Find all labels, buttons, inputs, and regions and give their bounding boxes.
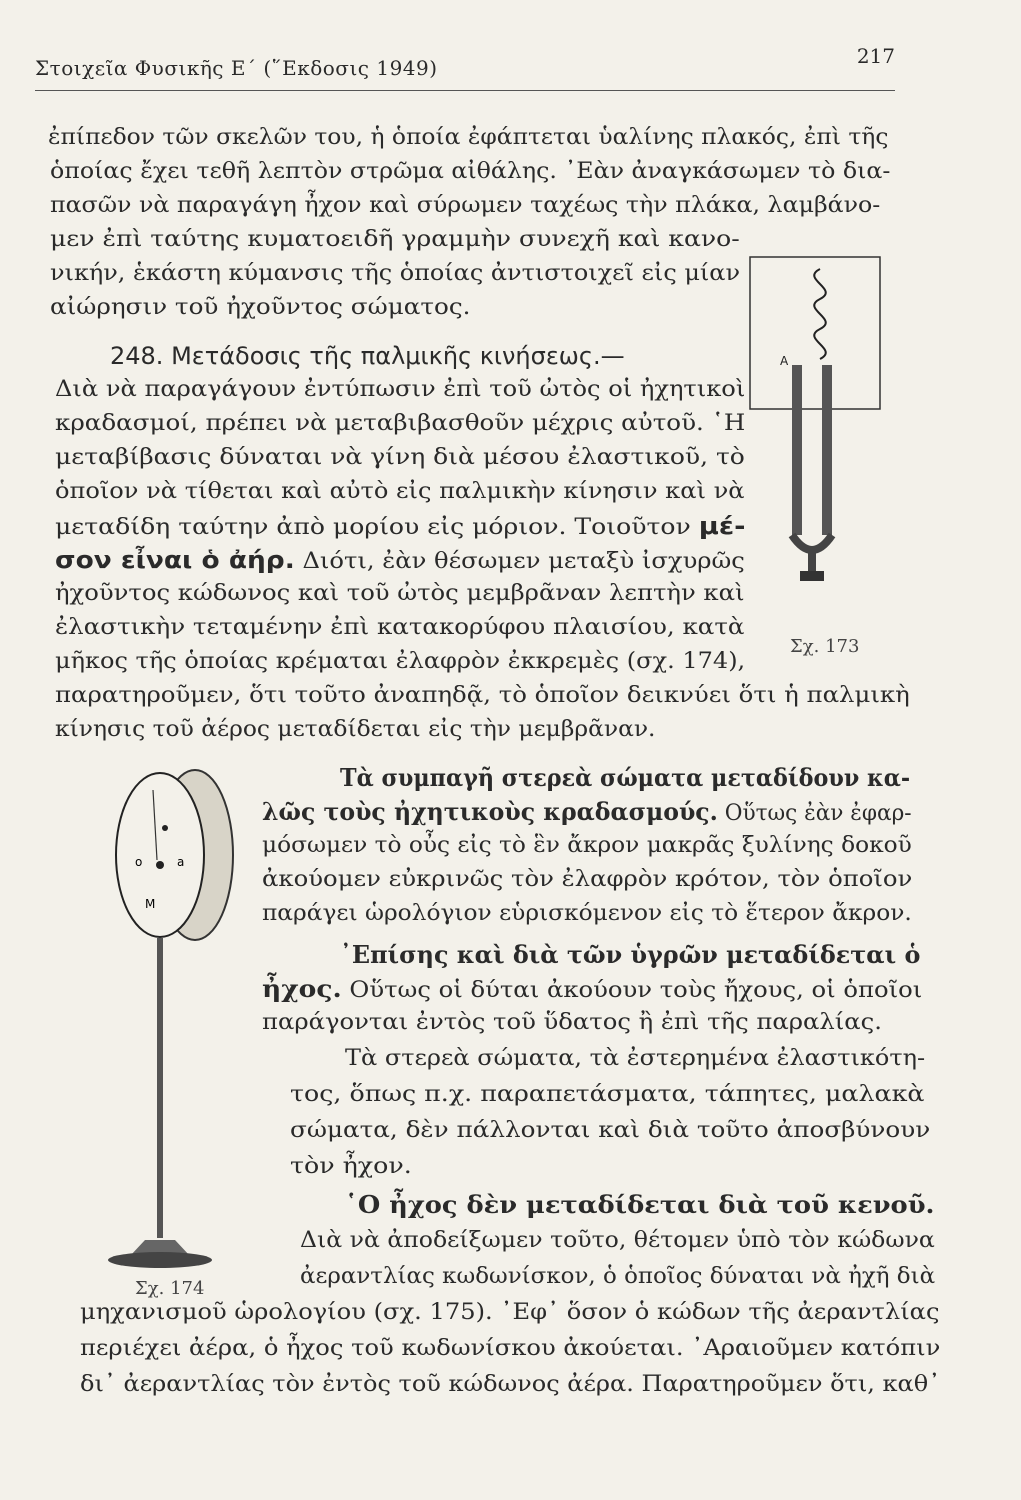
text-line: πασῶν νὰ παραγάγη ἦχον καὶ σύρωμεν ταχέως τὴν πλάκα, λαμβάνο-	[50, 193, 881, 218]
text-line: ὁποῖον νὰ τίθεται καὶ αὐτὸ εἰς παλμικὴν κίνησιν καὶ νὰ	[55, 479, 745, 504]
text-line: μόσωμεν τὸ οὖς εἰς τὸ ἓν ἄκρον μακρᾶς ξυλίνης δοκοῦ	[262, 833, 912, 858]
point-label: A	[780, 354, 789, 368]
text-line: μῆκος τῆς ὁποίας κρέμαται ἐλαφρὸν ἐκκρεμὲς (σχ. 174),	[55, 649, 746, 674]
bold-span: λῶς τοὺς ἠχητικοὺς κραδασμούς.	[262, 797, 718, 826]
bold-heading-line: ᾿Επίσης καὶ διὰ τῶν ὑγρῶν μεταδίδεται ὁ	[340, 940, 921, 969]
fork-prong-right	[822, 365, 832, 535]
text-line: τος, ὅπως π.χ. παραπετάσματα, τάπητες, μαλακὰ	[290, 1082, 925, 1107]
text-line: δι᾿ ἀεραντλίας τὸν ἐντὸς τοῦ κώδωνος ἀέρα. Παρατηροῦμεν ὅτι, καθ᾿	[80, 1372, 941, 1397]
text-line: ἠχοῦντος κώδωνος καὶ τοῦ ὠτὸς μεμβρᾶναν λεπτὴν καὶ	[55, 581, 745, 606]
text-span: Οὕτως ἐὰν ἐφαρ-	[717, 801, 912, 826]
fork-knob	[800, 571, 824, 581]
point-label: a	[177, 855, 185, 869]
bold-span: ἦχος.	[262, 974, 342, 1003]
membrane	[116, 773, 204, 937]
stand-base	[108, 1252, 212, 1268]
text-span: Διότι, ἐὰν θέσωμεν μεταξὺ ἰσχυρῶς	[294, 549, 745, 574]
point-label: M	[145, 897, 156, 911]
text-span: μεταδίδη ταύτην ἀπὸ μορίου εἰς μόριον. Τοιοῦτον	[55, 515, 691, 540]
figure-caption: Σχ. 174	[135, 1278, 205, 1299]
text-line	[55, 545, 745, 577]
text-line: περιέχει ἀέρα, ὁ ἦχος τοῦ κωδωνίσκου ἀκούεται. ᾿Αραιοῦμεν κατόπιν	[80, 1336, 941, 1361]
text-line: ἐπίπεδον τῶν σκελῶν του, ἡ ὁποία ἐφάπτεται ὑαλίνης πλακός, ἐπὶ τῆς	[48, 125, 889, 150]
pendulum-bob	[156, 861, 164, 869]
text-line: μηχανισμοῦ ὡρολογίου (σχ. 175). ᾿Εφ᾿ ὅσον ὁ κώδων τῆς ἀεραντλίας	[80, 1300, 940, 1325]
point-label: o	[135, 855, 143, 869]
bold-heading-line: ῾Ο ἦχος δὲν μεταδίδεται διὰ τοῦ κενοῦ.	[345, 1190, 935, 1219]
text-line: παράγει ὡρολόγιον εὑρισκόμενον εἰς τὸ ἕτερον ἄκρον.	[262, 901, 912, 926]
text-line: κραδασμοί, πρέπει νὰ μεταβιβασθοῦν μέχρις αὐτοῦ. ῾Η	[55, 411, 746, 436]
text-line: Τὰ στερεὰ σώματα, τὰ ἐστερημένα ἐλαστικότη-	[345, 1046, 926, 1071]
text-line: κίνησις τοῦ ἀέρος μεταδίδεται εἰς τὴν μεμβρᾶναν.	[55, 717, 656, 742]
running-header	[35, 40, 895, 91]
text-line: μεταβίβασις δύναται νὰ γίνη διὰ μέσου ἐλαστικοῦ, τὸ	[55, 445, 745, 470]
text-line: μεν ἐπὶ ταύτης κυματοειδῆ γραμμὴν συνεχῆ καὶ κανο-	[50, 227, 740, 252]
section-heading: 248. Μετάδοσις τῆς παλμικῆς κινήσεως.—	[110, 342, 625, 370]
tuning-fork-figure	[748, 255, 888, 585]
text-line	[55, 511, 745, 543]
text-line: ἐλαστικὴν τεταμένην ἐπὶ κατακορύφου πλαισίου, κατὰ	[55, 615, 745, 640]
bold-span: μέ-	[698, 512, 746, 540]
text-line: ἀεραντλίας κωδωνίσκον, ὁ ὁποῖος δύναται νὰ ἠχῆ διὰ	[300, 1264, 936, 1289]
text-line: ὁποίας ἔχει τεθῆ λεπτὸν στρῶμα αἰθάλης. ᾿Εὰν ἀναγκάσωμεν τὸ δια-	[50, 159, 891, 184]
bold-span: σον εἶναι ὁ ἀήρ.	[55, 546, 295, 574]
ear-dot	[162, 825, 168, 831]
text-line: Διὰ νὰ ἀποδείξωμεν τοῦτο, θέτομεν ὑπὸ τὸν κώδωνα	[300, 1228, 935, 1253]
figure-caption: Σχ. 173	[790, 636, 860, 657]
bold-heading-line: Τὰ συμπαγῆ στερεὰ σώματα μεταδίδουν κα-	[340, 763, 911, 792]
text-span: Οὕτως οἱ δύται ἀκούουν τοὺς ἤχους, οἱ ὁποῖοι	[341, 978, 923, 1003]
text-line: αἰώρησιν τοῦ ἠχοῦντος σώματος.	[50, 295, 471, 320]
text-line: ἀκούομεν εὐκρινῶς τὸν ἐλαφρὸν κρότον, τὸν ὁποῖον	[262, 867, 913, 892]
text-line: Διὰ νὰ παραγάγουν ἐντύπωσιν ἐπὶ τοῦ ὠτὸς οἱ ἠχητικοὶ	[55, 377, 746, 402]
fork-prong-left	[792, 365, 802, 535]
text-line: παράγονται ἐντὸς τοῦ ὕδατος ἢ ἐπὶ τῆς παραλίας.	[262, 1010, 882, 1035]
header-title: Στοιχεῖα Φυσικῆς Ε΄ (῞Εκδοσις 1949)	[35, 56, 438, 80]
text-line: νικήν, ἑκάστη κύμανσις τῆς ὁποίας ἀντιστοιχεῖ εἰς μίαν	[50, 261, 741, 286]
membrane-pendulum-figure	[105, 770, 255, 1270]
text-line: τὸν ἦχον.	[290, 1154, 412, 1179]
text-line: σώματα, δὲν πάλλονται καὶ διὰ τοῦτο ἀποσβύνουν	[290, 1118, 931, 1143]
stand-rod	[157, 938, 163, 1238]
wave-trace	[814, 269, 826, 359]
fork-base	[792, 535, 832, 550]
text-line: παρατηροῦμεν, ὅτι τοῦτο ἀναπηδᾷ, τὸ ὁποῖον δεικνύει ὅτι ἡ παλμικὴ	[55, 683, 910, 708]
page-number: 217	[856, 44, 895, 68]
